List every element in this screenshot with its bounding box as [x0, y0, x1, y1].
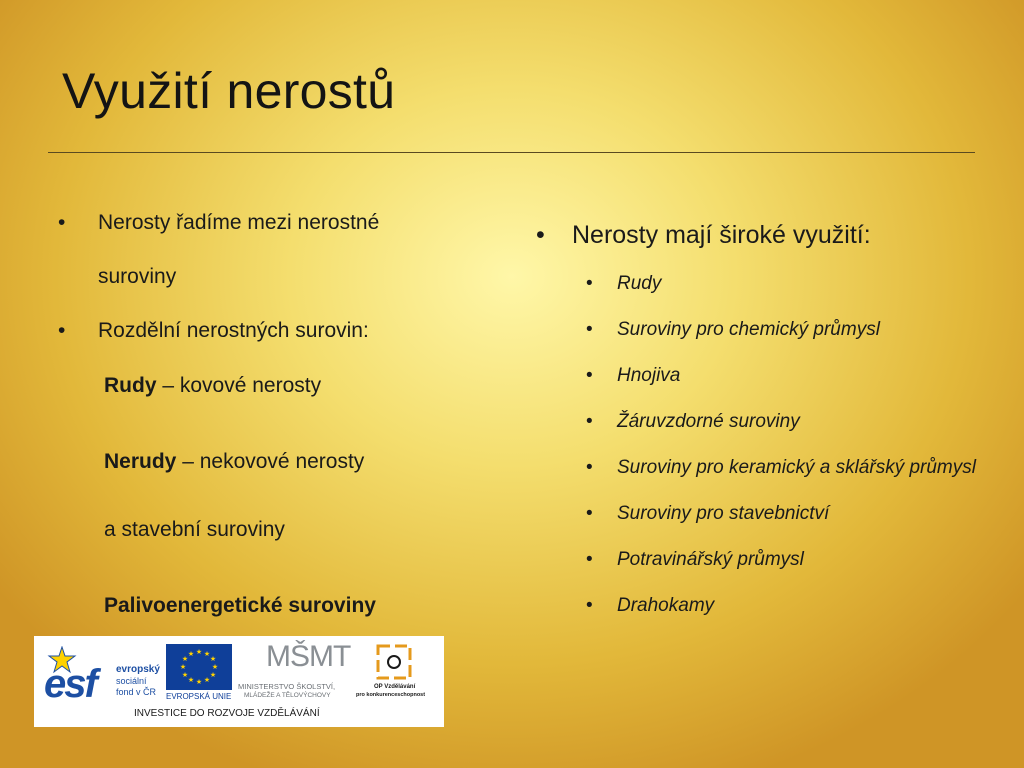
list-item: [536, 364, 976, 388]
esf-line-2: sociální: [116, 676, 147, 686]
bullet-icon: •: [586, 595, 593, 616]
bullet-icon: •: [586, 503, 593, 524]
uses-list: [536, 272, 976, 618]
svg-text:★: ★: [181, 671, 189, 679]
svg-text:★: ★: [195, 648, 203, 656]
right-heading: [536, 212, 976, 258]
right-column: [536, 212, 976, 640]
list-item: [536, 318, 976, 342]
svg-text:★: ★: [203, 676, 211, 684]
right-heading-text: Nerosty mají široké využití:: [572, 221, 871, 249]
palivo-line: Palivoenergetické suroviny: [104, 594, 376, 617]
bullet-icon: •: [586, 411, 593, 432]
svg-text:★: ★: [181, 655, 189, 663]
rudy-desc: – kovové nerosty: [156, 374, 322, 397]
svg-text:★: ★: [187, 676, 195, 684]
bullet-icon: •: [58, 211, 66, 234]
msmt-line-2: MLÁDEŽE A TĚLOVÝCHOVY: [244, 692, 331, 699]
svg-text:★: ★: [209, 655, 217, 663]
bullet-icon: •: [586, 457, 593, 478]
list-item-text: Potravinářský průmysl: [617, 549, 804, 570]
eu-flag-icon: [166, 644, 232, 695]
funding-logos-strip: [34, 636, 444, 727]
slide-title: Využití nerostů: [62, 63, 396, 119]
list-item-text: Žáruvzdorné suroviny: [617, 411, 800, 432]
list-item: [536, 456, 976, 480]
left-bullet-1: [58, 196, 478, 304]
msmt-line-1: MINISTERSTVO ŠKOLSTVÍ,: [238, 682, 336, 691]
list-item-text: Drahokamy: [617, 595, 715, 616]
bullet-icon: •: [586, 365, 593, 386]
esf-logo: esf: [44, 662, 96, 706]
svg-text:★: ★: [203, 650, 211, 658]
bullet-icon: •: [58, 319, 66, 342]
left-bullet-2-text: Rozdělní nerostných surovin:: [98, 319, 369, 342]
nerudy-line: [104, 450, 364, 474]
left-bullet-1-line2: suroviny: [98, 265, 177, 288]
svg-text:★: ★: [211, 663, 219, 671]
list-item-text: Suroviny pro keramický a sklářský průmysl: [617, 457, 976, 478]
bullet-icon: •: [586, 273, 593, 294]
svg-text:★: ★: [195, 678, 203, 686]
nerudy-term: Nerudy: [104, 450, 177, 473]
title-divider: [48, 152, 975, 153]
rudy-term: Rudy: [104, 374, 157, 397]
list-item-text: Suroviny pro chemický průmysl: [617, 319, 880, 340]
svg-text:★: ★: [209, 671, 217, 679]
rudy-line: [104, 374, 321, 398]
list-item: [536, 594, 976, 618]
svg-text:★: ★: [187, 650, 195, 658]
left-column: [58, 196, 478, 358]
op-line-1: OP Vzdělávání: [374, 684, 416, 690]
left-bullet-2: [58, 304, 478, 358]
investice-caption: INVESTICE DO ROZVOJE VZDĚLÁVÁNÍ: [134, 708, 320, 719]
list-item: [536, 410, 976, 434]
bullet-icon: •: [536, 221, 545, 249]
nerudy-desc: – nekovové nerosty: [176, 450, 365, 473]
list-item-text: Suroviny pro stavebnictví: [617, 503, 830, 524]
esf-line-1: evropský: [116, 664, 160, 675]
msmt-logo: MŠMT: [266, 640, 351, 673]
list-item: [536, 548, 976, 572]
op-vk-icon: [372, 642, 416, 687]
op-line-2: pro konkurenceschopnost: [356, 692, 426, 698]
svg-text:★: ★: [179, 663, 187, 671]
nerudy-line-2: a stavební suroviny: [104, 518, 285, 541]
list-item: [536, 272, 976, 296]
bullet-icon: •: [586, 319, 593, 340]
left-bullet-1-line1: Nerosty řadíme mezi nerostné: [98, 211, 380, 234]
bullet-icon: •: [586, 549, 593, 570]
list-item: [536, 502, 976, 526]
list-item-text: Hnojiva: [617, 365, 681, 386]
eu-label: EVROPSKÁ UNIE: [166, 692, 232, 701]
esf-line-3: fond v ČR: [116, 687, 157, 697]
list-item-text: Rudy: [617, 273, 662, 294]
